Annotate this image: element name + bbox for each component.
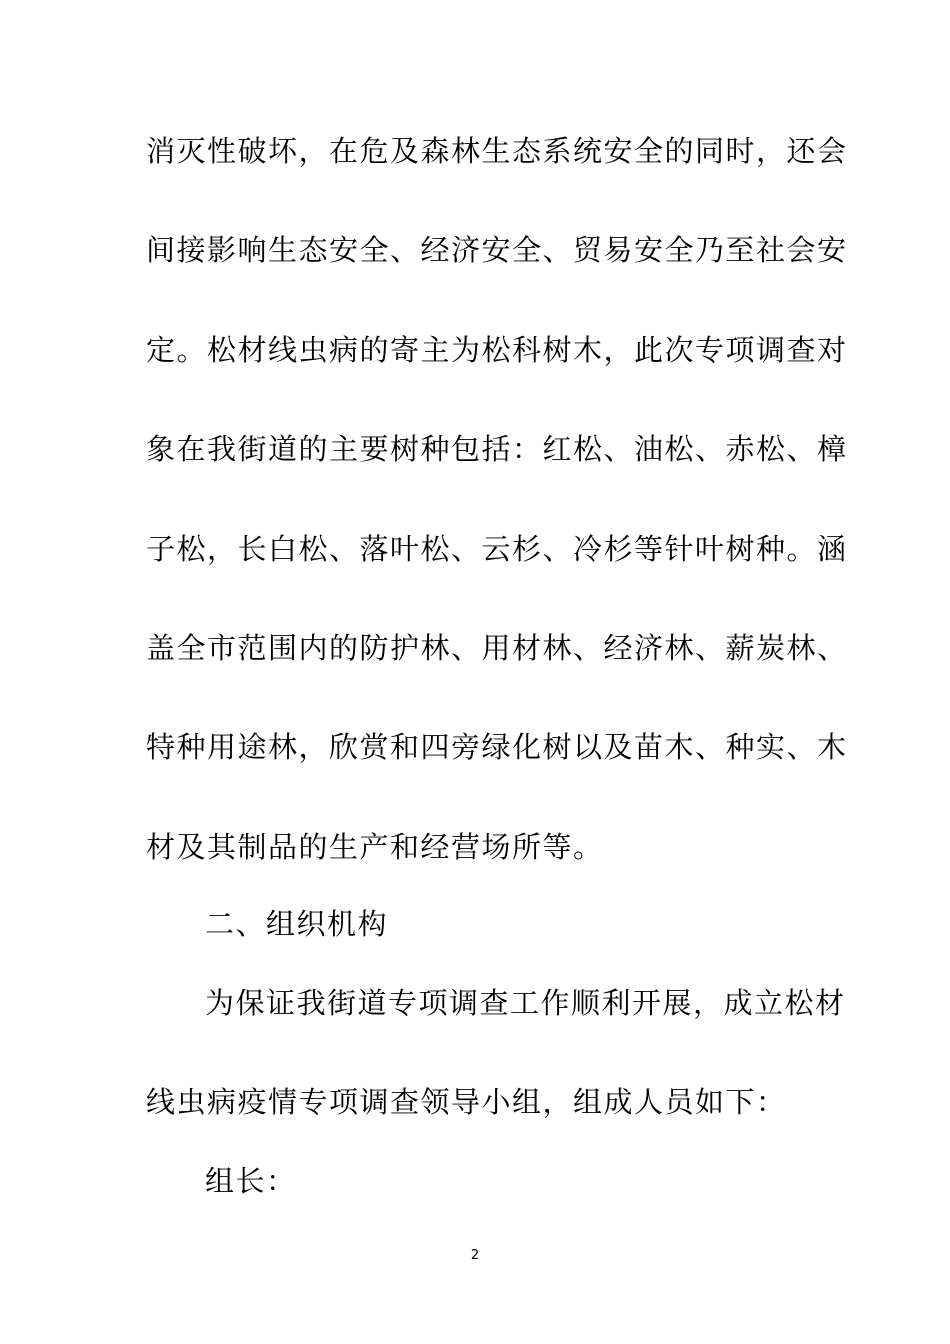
body-text-line: 材及其制品的生产和经营场所等。 [146, 830, 604, 864]
section-heading: 二、组织机构 [205, 907, 389, 941]
body-text-line: 定。松材线虫病的寄主为松科树木，此次专项调查对 [146, 333, 848, 367]
body-text-line: 特种用途林，欣赏和四旁绿化树以及苗木、种实、木 [146, 730, 848, 764]
body-text-line: 盖全市范围内的防护林、用材林、经济林、薪炭林、 [146, 631, 848, 665]
body-text-line: 子松，长白松、落叶松、云杉、冷杉等针叶树种。涵 [146, 532, 848, 566]
body-text-line: 线虫病疫情专项调查领导小组，组成人员如下： [146, 1085, 787, 1119]
body-text-line: 间接影响生态安全、经济安全、贸易安全乃至社会安 [146, 233, 848, 267]
body-text-line: 象在我街道的主要树种包括：红松、油松、赤松、樟 [146, 432, 848, 466]
body-text-line: 消灭性破坏，在危及森林生态系统安全的同时，还会 [146, 134, 848, 168]
leader-label: 组长： [205, 1164, 297, 1198]
body-text-line: 为保证我街道专项调查工作顺利开展，成立松材 [205, 986, 846, 1020]
page-number: 2 [470, 1248, 480, 1263]
